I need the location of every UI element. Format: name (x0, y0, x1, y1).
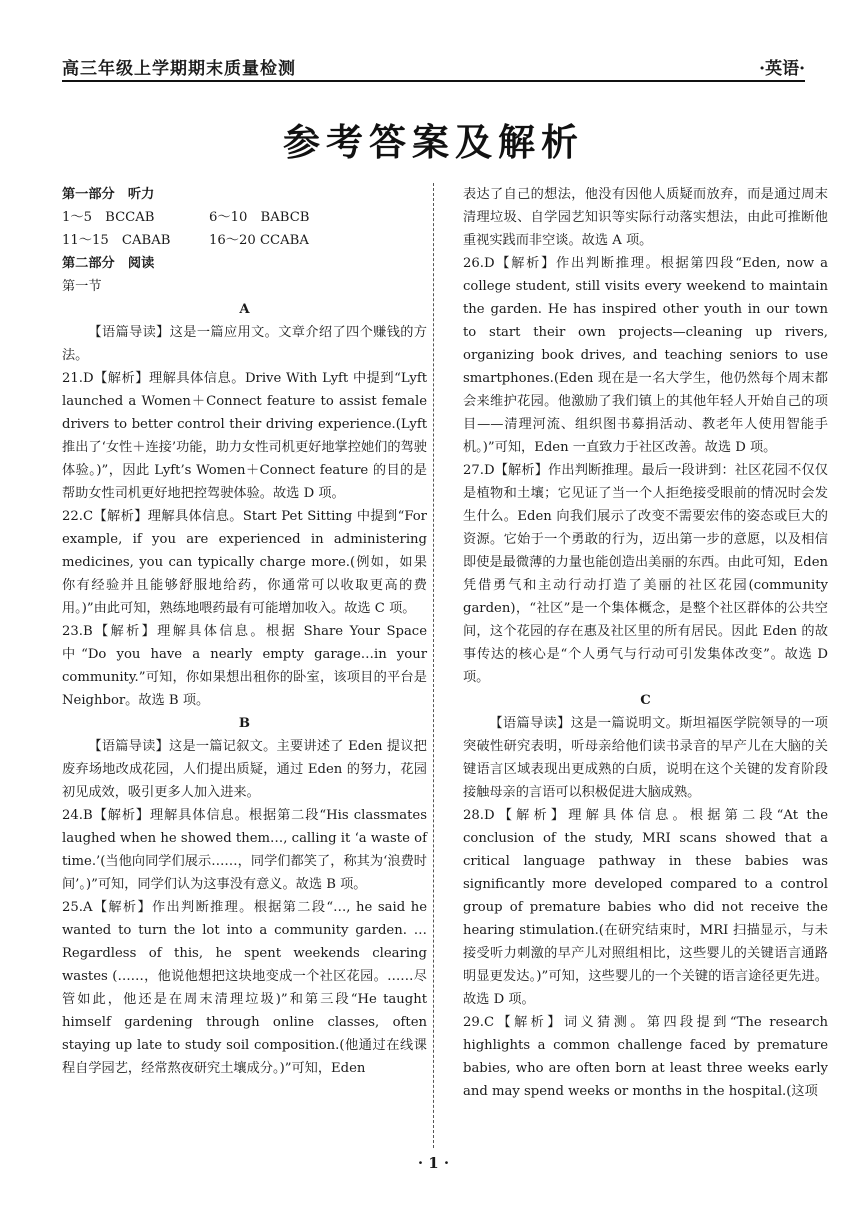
passage-intro: 【语篇导读】这是一篇记叙文。主要讲述了 Eden 提议把废弃场地改成花园，人们提出质疑，通过 Eden 的努力，花园初见成效，吸引更多人加入进来。 (62, 739, 427, 800)
right-column (463, 183, 828, 1103)
column-divider (433, 183, 434, 1148)
passage-label: C (640, 693, 651, 708)
answer-group: 1～5 BCCAB (62, 210, 155, 225)
page-title: 参考答案及解析 (283, 121, 584, 164)
page-number: · 1 · (417, 1154, 450, 1172)
passage-label: A (239, 302, 250, 317)
answer-explanation: 21.D【解析】理解具体信息。Drive With Lyft 中提到“Lyft launched a Women＋Connect feature to assist female drivers to better control their driving experience.(Lyft 推出了‘女性＋连接’功能，助力女性司机更好地掌控她们的驾驶体验。)”，因此 Lyft’s Women＋Connect feature 的目的是帮助女性司机更好地把控驾驶体验。故选 D 项。 (62, 371, 427, 501)
answer-group: 16～20 CCABA (209, 233, 309, 248)
answer-explanation: 22.C【解析】理解具体信息。Start Pet Sitting 中提到“For example, if you are experienced in administering medicines, you can typically charge more.(例如，如果你有经验并且能够舒服地给药，你通常可以收取更高的费用。)”由此可知，熟练地喂药最有可能增加收入。故选 C 项。 (62, 509, 427, 616)
answer-row (62, 229, 427, 252)
answer-row (62, 206, 427, 229)
answer-explanation: 28.D【解析】理解具体信息。根据第二段“At the conclusion of the study, MRI scans showed that a critical language pathway in these babies was significantly more developed compared to a control group of premature babies who did not receive the hearing stimulation.(在研究结束时，MRI 扫描显示，与未接受听力刺激的早产儿对照组相比，这些婴儿的关键语言通路明显更发达。)”可知，这些婴儿的一个关键的语言途径更先进。故选 D 项。 (463, 808, 828, 1007)
answer-explanation: 24.B【解析】理解具体信息。根据第二段“His classmates laughed when he showed them…, calling it ‘a waste of time.’(当他向同学们展示……，同学们都笑了，称其为‘浪费时间’。)”可知，同学们认为这事没有意义。故选 B 项。 (62, 808, 427, 892)
passage-intro: 【语篇导读】这是一篇说明文。斯坦福医学院领导的一项突破性研究表明，听母亲给他们读书录音的早产儿在大脑的关键语言区域表现出更成熟的白质，说明在这个关键的发育阶段接触母亲的言语可以积极促进大脑成熟。 (463, 716, 828, 800)
answer-group: 6～10 BABCB (209, 210, 310, 225)
section-heading: 第一部分 听力 (62, 187, 155, 202)
answer-group: 11～15 CABAB (62, 233, 171, 248)
page-header (62, 54, 805, 78)
text-line: 表达了自己的想法，他没有因他人质疑而放弃，而是通过周末清理垃圾、自学园艺知识等实际行动落实想法，由此可推断他重视实践而非空谈。故选 A 项。 (463, 187, 828, 248)
answer-explanation: 27.D【解析】作出判断推理。最后一段讲到：社区花园不仅仅是植物和土壤；它见证了当一个人拒绝接受眼前的情况时会发生什么。Eden 向我们展示了改变不需要宏伟的姿态或巨大的资源。它始于一个勇敢的行为，迈出第一步的意愿，以及相信即使是最微薄的力量也能创造出美丽的东西。由此可知，Eden 凭借勇气和主动行动打造了美丽的社区花园(community garden)，“社区”是一个集体概念，是整个社区群体的公共空间，这个花园的存在惠及社区里的所有居民。因此 Eden 的故事传达的核心是“个人勇气与行动可引发集体改变”。故选 D 项。 (463, 463, 828, 685)
left-column (62, 183, 427, 1080)
passage-label: B (238, 716, 251, 731)
answer-explanation: 29.C【解析】词义猜测。第四段提到“The research highlights a common challenge faced by premature babies, who are often born at least three weeks early and may spend weeks or months in the hospital.(这项 (463, 1015, 828, 1099)
exam-title: 高三年级上学期期末质量检测 (62, 59, 296, 79)
answer-explanation: 25.A【解析】作出判断推理。根据第二段“…, he said he wanted to turn the lot into a community garden. …Regardless of this, he spent weekends clearing wastes (……，他说他想把这块地变成一个社区花园。……尽管如此，他还是在周末清理垃圾)”和第三段“He taught himself gardening through online classes, often staying up late to study soil composition.(他通过在线课程自学园艺，经常熬夜研究土壤成分。)”可知，Eden (62, 900, 427, 1076)
section-heading: 第二部分 阅读 (62, 256, 155, 271)
header-divider (62, 80, 805, 82)
passage-intro: 【语篇导读】这是一篇应用文。文章介绍了四个赚钱的方法。 (62, 325, 427, 363)
subject-label: ·英语· (759, 59, 805, 79)
answer-explanation: 23.B【解析】理解具体信息。根据 Share Your Space 中“Do you have a nearly empty garage…in your community.”可知，你如果想出租你的卧室，该项目的平台是 Neighbor。故选 B 项。 (62, 624, 427, 708)
text-line: 第一节 (62, 279, 102, 294)
answer-explanation: 26.D【解析】作出判断推理。根据第四段“Eden, now a college student, still visits every weekend to maintain the garden. He has inspired other youth in our town to start their own projects—cleaning up rivers, organizing book drives, and teaching seniors to use smartphones.(Eden 现在是一名大学生，他仍然每个周末都会来维护花园。他激励了我们镇上的其他年轻人开始自己的项目——清理河流、组织图书募捐活动、教老年人使用智能手机。)”可知，Eden 一直致力于社区改善。故选 D 项。 (463, 256, 828, 455)
